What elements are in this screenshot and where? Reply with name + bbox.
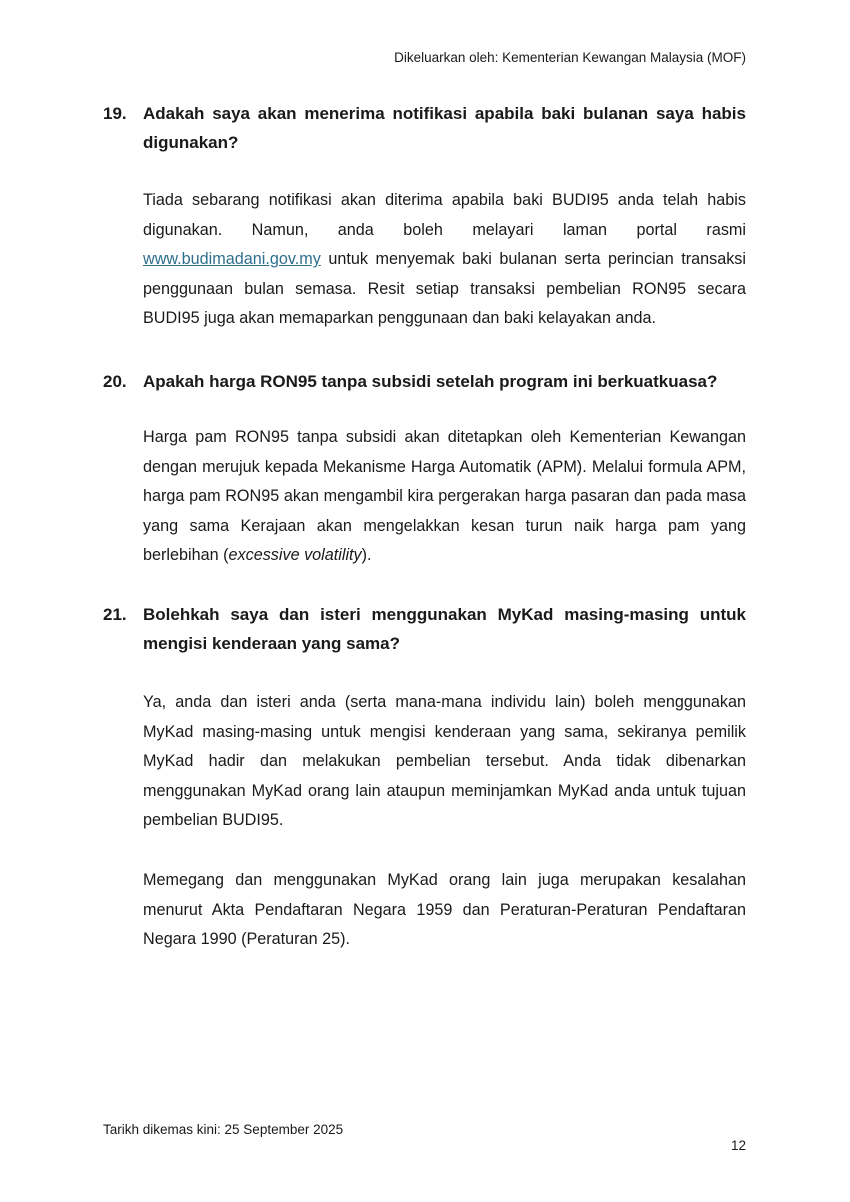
answer-21-paragraph-2: Memegang dan menggunakan MyKad orang lain juga merupakan kesalahan menurut Akta Pendaftaran Negara 1959 dan Peraturan-Peraturan Pendaftaran Negara 1990 (Peraturan 25). [143,871,746,949]
answer-text: Harga pam RON95 tanpa subsidi akan ditetapkan oleh Kementerian Kewangan dengan merujuk kepada Mekanisme Harga Automatik (APM). Melalui formula APM, harga pam RON95 akan mengambil kira pergerakan harga pasaran dan pada masa yang sama Kerajaan akan mengelakkan kesan turun naik harga pam yang berlebihan ( [143,428,746,565]
question-text: Apakah harga RON95 tanpa subsidi setelah program ini berkuatkuasa? [143,372,718,391]
answer-21-paragraph-1: Ya, anda dan isteri anda (serta mana-mana individu lain) boleh menggunakan MyKad masing-masing untuk mengisi kenderaan yang sama, sekiranya pemilik MyKad hadir dan melakukan pembelian tersebut. Anda tidak dibenarkan menggunakan MyKad orang lain ataupun meminjamkan MyKad anda untuk tujuan pembelian BUDI95. [143,693,746,830]
budimadani-link[interactable]: www.budimadani.gov.my [143,250,321,269]
question-text: Adakah saya akan menerima notifikasi apabila baki bulanan saya habis digunakan? [143,104,746,152]
question-20 [103,367,746,396]
answer-20 [143,423,746,571]
question-21 [103,600,746,658]
answer-text: untuk menyemak baki bulanan serta perincian transaksi penggunaan bulan semasa. Resit setiap transaksi pembelian RON95 secara BUDI95 juga akan memaparkan penggunaan dan baki kelayakan anda. [143,250,746,328]
answer-text: Tiada sebarang notifikasi akan diterima apabila baki BUDI95 anda telah habis digunakan. Namun, anda boleh melayari laman portal rasmi [143,191,746,239]
last-updated-date: Tarikh dikemas kini: 25 September 2025 [103,1122,344,1137]
answer-19 [143,186,746,334]
answer-text: ). [361,546,372,565]
question-number: 21. [103,605,127,624]
answer-italic-term: excessive volatility [228,546,362,565]
question-number: 20. [103,372,127,391]
document-issuer: Dikeluarkan oleh: Kementerian Kewangan Malaysia (MOF) [394,50,746,65]
question-19 [103,99,746,157]
page-number: 12 [730,1138,746,1153]
question-text: Bolehkah saya dan isteri menggunakan MyKad masing-masing untuk mengisi kenderaan yang sama? [143,605,746,653]
question-number: 19. [103,104,127,123]
